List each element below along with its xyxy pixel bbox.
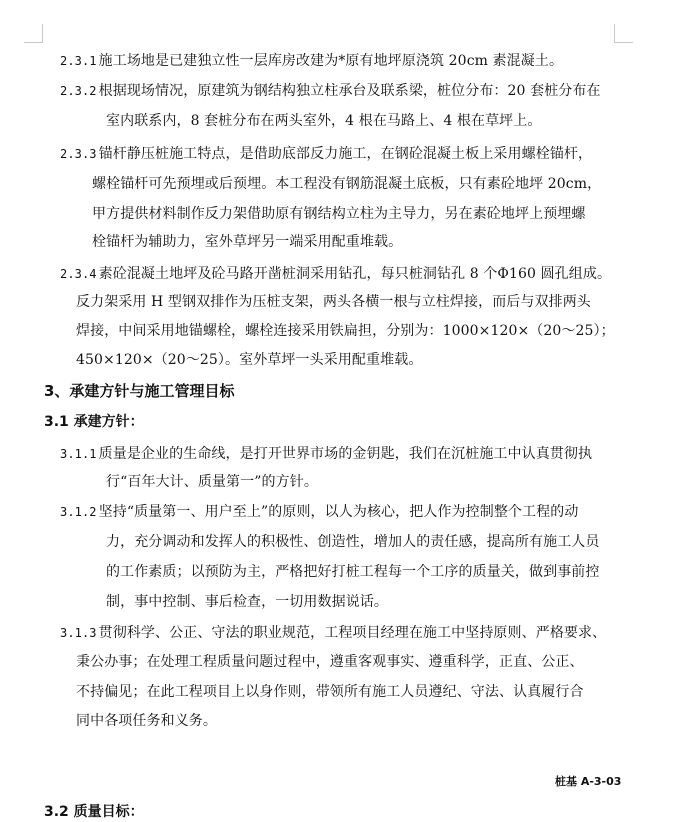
clause-3-1-1-line-1 [60, 444, 592, 464]
clause-number: 2.3.1 [60, 54, 97, 68]
clause-text: 锚杆静压桩施工特点，是借助底部反力施工，在钢砼混凝土板上采用螺栓锚杆， [98, 146, 593, 162]
clause-2-3-3-line-1 [60, 144, 592, 164]
clause-2-3-2-line-1 [60, 81, 601, 101]
clause-2-3-3-line-4: 栓锚杆为辅助力，室外草坪另一端采用配重堆载。 [92, 234, 403, 250]
clause-3-1-3-line-4: 同中各项任务和义务。 [76, 713, 217, 729]
clause-3-1-3-line-3: 不持偏见；在此工程项目上以身作则，带领所有施工人员遵纪、守法、认真履行合 [76, 684, 584, 700]
section-3-1-heading: 3.1 承建方针： [44, 414, 144, 430]
clause-2-3-3-line-3: 甲方提供材料制作反力架借助原有钢结构立柱为主导力，另在素砼地坪上预埋螺 [92, 206, 586, 222]
clause-number: 2.3.4 [60, 267, 97, 281]
clause-number: 2.3.3 [60, 147, 97, 161]
clause-2-3-3-line-2: 螺栓锚杆可先预埋或后预埋。本工程没有钢筋混凝土底板，只有素砼地坪 20cm， [92, 176, 602, 192]
clause-text: 施工场地是已建独立性一层库房改建为*原有地坪原浇筑 20cm 素混凝土。 [98, 53, 564, 69]
clause-3-1-3-line-2: 秉公办事；在处理工程质量问题过程中，遵重客观事实、遵重科学，正直、公正、 [76, 654, 584, 670]
clause-number: 3.1.2 [60, 505, 97, 519]
clause-3-1-2-line-3: 的工作素质；以预防为主，严格把好打桩工程每一个工序的质量关，做到事前控 [106, 564, 600, 580]
clause-2-3-4-line-2: 反力架采用 H 型钢双排作为压桩支架，两头各横一根与立柱焊接，而后与双排两头 [76, 294, 591, 310]
crop-mark-top-left [24, 24, 43, 43]
clause-text: 贯彻科学、公正、守法的职业规范，工程项目经理在施工中坚持原则、严格要求、 [98, 625, 607, 641]
clause-3-1-3-line-1 [60, 623, 606, 643]
clause-2-3-4-line-1 [60, 264, 611, 284]
clause-text: 坚持“质量第一、用户至上”的原则，以人为核心，把人作为控制整个工程的动 [98, 504, 579, 520]
clause-number: 3.1.3 [60, 626, 97, 640]
clause-2-3-2-line-2: 室内联系内，8 套桩分布在两头室外，4 根在马路上、4 根在草坪上。 [106, 113, 542, 129]
clause-text: 根据现场情况，原建筑为钢结构独立柱承台及联系梁，桩位分布：20 套桩分布在 [98, 83, 601, 99]
clause-text: 素砼混凝土地坪及砼马路开凿桩洞采用钻孔，每只桩洞钻孔 8 个Φ160 圆孔组成。 [98, 266, 612, 282]
crop-mark-top-right [614, 24, 633, 43]
section-3-heading: 3、承建方针与施工管理目标 [44, 382, 235, 400]
section-3-2-heading: 3.2 质量目标： [44, 804, 144, 820]
clause-number: 3.1.1 [60, 447, 97, 461]
clause-3-1-2-line-4: 制，事中控制、事后检查，一切用数据说话。 [106, 594, 388, 610]
clause-text: 质量是企业的生命线，是打开世界市场的金钥匙，我们在沉桩施工中认真贯彻执 [98, 446, 593, 462]
clause-3-1-2-line-2: 力，充分调动和发挥人的积极性、创造性，增加人的责任感，提高所有施工人员 [106, 534, 600, 550]
clause-2-3-1-line-1 [60, 51, 563, 71]
clause-3-1-2-line-1 [60, 502, 578, 522]
clause-3-1-1-line-2: 行“百年大计、质量第一”的方针。 [106, 474, 318, 490]
clause-2-3-4-line-4: 450×120×（20～25）。室外草坪一头采用配重堆载。 [76, 352, 423, 368]
document-code: 桩基 A-3-03 [555, 775, 622, 788]
clause-number: 2.3.2 [60, 84, 97, 98]
clause-2-3-4-line-3: 焊接，中间采用地锚螺栓，螺栓连接采用铁扁担，分别为：1000×120×（20～25）； [76, 323, 615, 339]
